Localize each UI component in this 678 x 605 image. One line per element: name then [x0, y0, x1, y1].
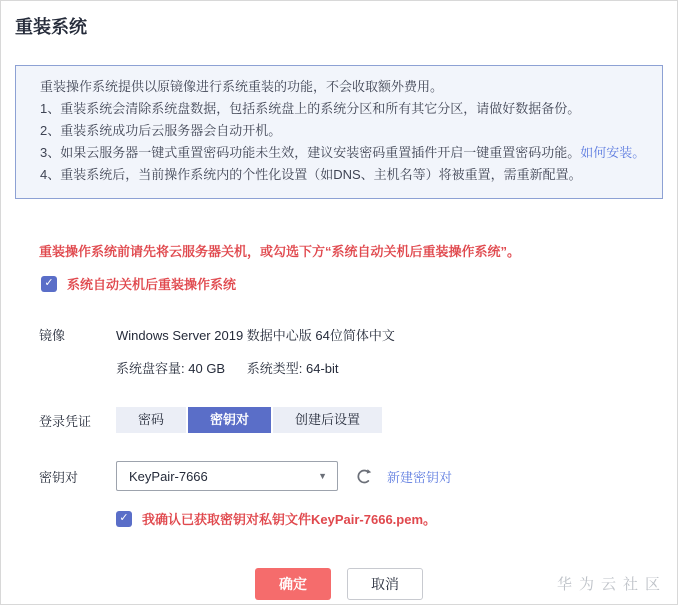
page-title: 重装系统	[15, 17, 87, 37]
image-meta	[116, 358, 395, 377]
keypair-confirm-checkbox[interactable]	[116, 511, 132, 527]
keypair-select[interactable]	[116, 461, 338, 491]
refresh-icon[interactable]	[356, 468, 373, 485]
image-label: 镜像	[39, 328, 66, 343]
how-to-install-link[interactable]: 如何安装。	[580, 145, 646, 160]
tab-password[interactable]: 密码	[116, 407, 186, 433]
shutdown-warning-text: 重装操作系统前请先将云服务器关机，或勾选下方“系统自动关机后重装操作系统”。	[39, 244, 521, 259]
auto-shutdown-checkbox-label: 系统自动关机后重装操作系统	[67, 277, 237, 292]
login-credential-tabs	[116, 407, 382, 433]
notice-box	[15, 65, 663, 199]
keypair-confirm-label: 我确认已获取密钥对私钥文件KeyPair-7666.pem。	[142, 512, 437, 527]
chevron-down-icon: ▼	[318, 471, 327, 481]
auto-shutdown-checkbox-row[interactable]	[41, 274, 677, 293]
notice-line-3	[40, 142, 648, 164]
keypair-selected-value: KeyPair-7666	[129, 468, 208, 484]
image-row	[39, 321, 677, 377]
os-type-label: 系统类型:	[246, 361, 303, 376]
login-credential-label: 登录凭证	[39, 414, 92, 429]
keypair-row	[39, 461, 677, 491]
image-value: Windows Server 2019 数据中心版 64位简体中文	[116, 328, 395, 343]
notice-line-1: 1、重装系统会清除系统盘数据，包括系统盘上的系统分区和所有其它分区，请做好数据备份。	[40, 101, 581, 116]
image-content	[116, 321, 395, 377]
auto-shutdown-checkbox[interactable]	[41, 276, 57, 292]
tab-keypair[interactable]: 密钥对	[188, 407, 271, 433]
disk-size-value: 40 GB	[188, 361, 226, 376]
tab-set-after-creation[interactable]: 创建后设置	[273, 407, 382, 433]
notice-line-intro: 重装操作系统提供以原镜像进行系统重装的功能，不会收取额外费用。	[40, 79, 444, 94]
login-credential-row	[39, 407, 677, 433]
notice-line-2: 2、重装系统成功后云服务器会自动开机。	[40, 123, 282, 138]
os-type-value: 64-bit	[305, 361, 339, 376]
checkmark-icon: ✓	[44, 277, 54, 289]
ok-button[interactable]: 确定	[255, 568, 331, 600]
create-keypair-link[interactable]: 新建密钥对	[387, 469, 453, 485]
notice-line-3-text: 3、如果云服务器一键式重置密码功能未生效，建议安装密码重置插件开启一键重置密码功能。	[40, 145, 581, 160]
notice-line-4: 4、重装系统后，当前操作系统内的个性化设置（如DNS、主机名等）将被重置，需重新配置。	[40, 167, 582, 182]
disk-size-label: 系统盘容量:	[116, 361, 185, 376]
keypair-label: 密钥对	[39, 469, 79, 485]
cancel-button[interactable]: 取消	[347, 568, 423, 600]
watermark: 华为云社区	[556, 576, 667, 593]
keypair-confirm-checkbox-row[interactable]	[116, 509, 677, 528]
checkmark-icon: ✓	[119, 512, 129, 524]
